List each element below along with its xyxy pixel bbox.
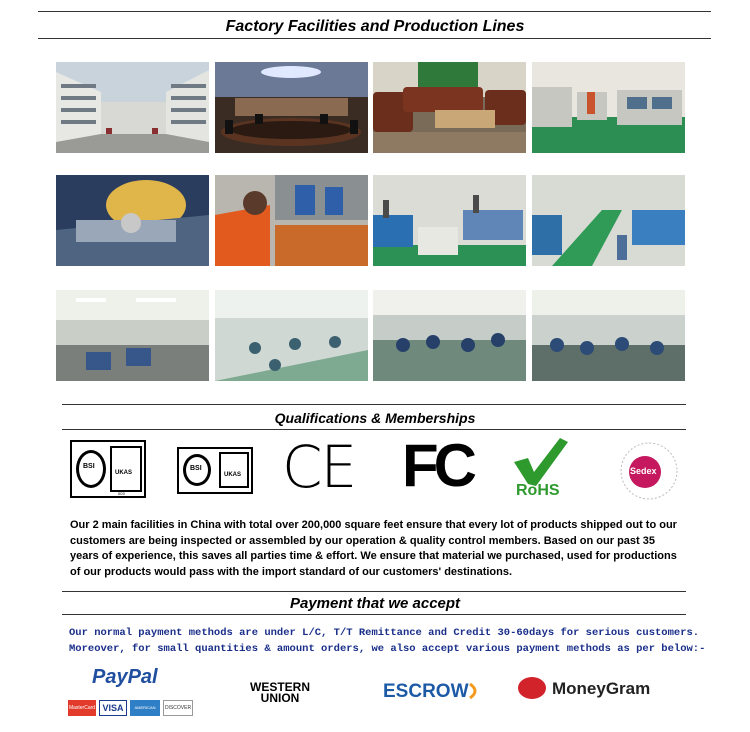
worker-assembly-photo (215, 175, 368, 266)
sedex-logo: Sedex (616, 436, 688, 502)
escrow-arrow-icon (468, 682, 482, 700)
meeting-room-photo (215, 62, 368, 153)
western-union-line-2: UNION (260, 691, 300, 705)
factory-section-title: Factory Facilities and Production Lines (225, 18, 525, 35)
qualifications-title-rule (62, 429, 686, 430)
payment-text-line-2: Moreover, for small quantities & amount orders, we also accept various payment methods as per below:- (69, 643, 706, 655)
bsi-ukas-logo-small (177, 447, 253, 494)
machining-photo (56, 175, 209, 266)
ce-mark-logo: CE (282, 433, 356, 501)
visa-icon: VISA (99, 700, 127, 716)
workshop-floor-photo-3 (373, 290, 526, 381)
payment-top-rule (62, 591, 686, 592)
factory-building-photo (56, 62, 209, 153)
workshop-floor-photo-1 (56, 290, 209, 381)
rohs-logo: RoHS (510, 436, 572, 502)
western-union-logo (239, 682, 321, 704)
amex-icon: AMERICAN EXPRESS (130, 700, 160, 716)
moneygram-logo: MoneyGram (552, 679, 651, 698)
injection-machine-photo (373, 175, 526, 266)
fcc-logo: FC (402, 432, 472, 499)
bsi-logo-icon: BSI (76, 450, 106, 488)
qualifications-section-title: Qualifications & Memberships (274, 410, 476, 426)
discover-icon: DISCOVER (163, 700, 193, 716)
mastercard-icon: MasterCard (68, 700, 96, 716)
moneygram-globe-icon (518, 677, 546, 699)
card-logos-row (68, 700, 193, 726)
qualifications-paragraph: Our 2 main facilities in China with total over 200,000 square feet ensure that every lot of products shipped out to our customers are being inspected or assembled by our operation & quality control members. Based on our past 35 years of experience, this saves all parties time & effort. We ensure that material we purchased, used for productions of our products would pass with the import standard of our customers' destinations. (70, 519, 677, 578)
payment-section-title: Payment that we accept (289, 595, 461, 612)
qualifications-top-rule (62, 404, 686, 405)
workshop-floor-photo-2 (215, 290, 368, 381)
payment-title-rule (62, 614, 686, 615)
production-line-photo (532, 175, 685, 266)
payment-text-line-1: Our normal payment methods are under L/C, T/T Remittance and Credit 30-60days for serious customers. (69, 627, 700, 639)
ukas-crown-icon: UKAS (110, 446, 142, 492)
western-union-line-1: WESTERN (250, 680, 310, 694)
bsi-ukas-logo-large: BSI UKAS 003 (70, 440, 146, 498)
office-workspace-photo (532, 62, 685, 153)
top-rule (38, 11, 711, 12)
factory-title-rule (38, 38, 711, 39)
ukas-crown-icon-2: UKAS (219, 452, 249, 488)
escrow-logo: ESCROW (383, 681, 469, 702)
bsi-logo-icon-2: BSI (183, 454, 211, 486)
reception-lounge-photo (373, 62, 526, 153)
paypal-logo: PayPal (92, 666, 158, 688)
workshop-floor-photo-4 (532, 290, 685, 381)
